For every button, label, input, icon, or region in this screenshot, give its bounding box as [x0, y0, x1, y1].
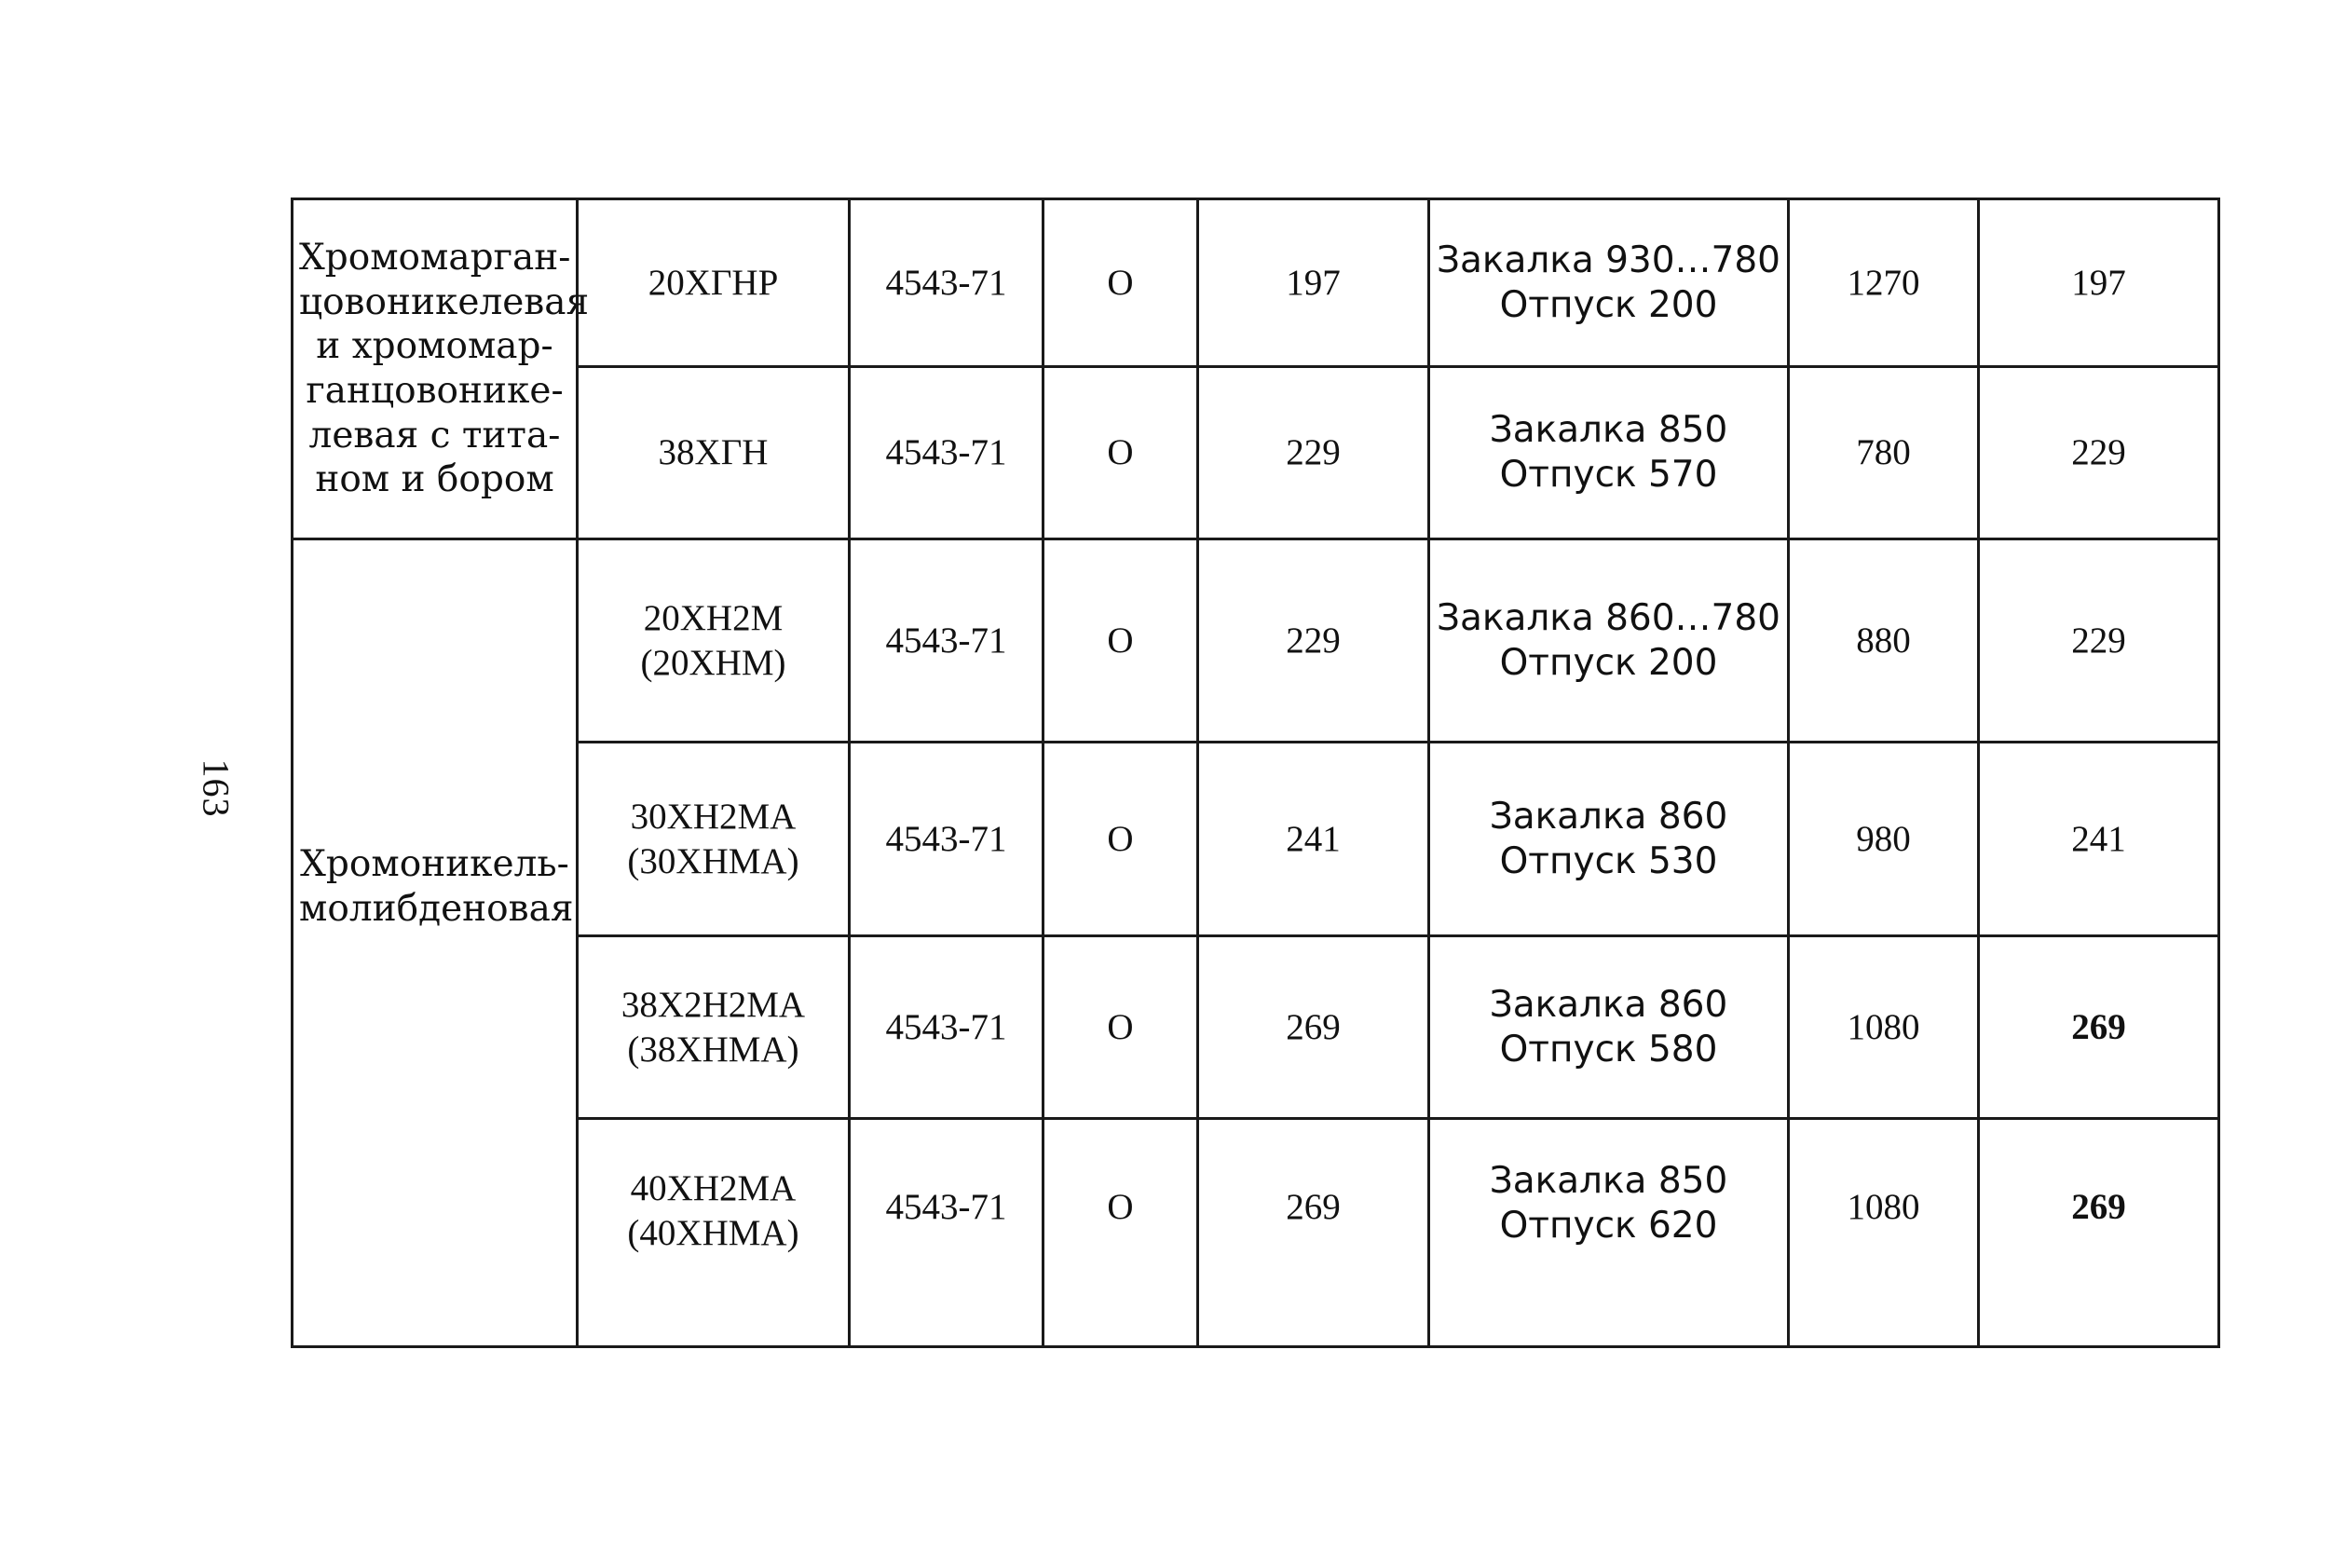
quench-text: Закалка 860…780: [1436, 596, 1780, 639]
hardness-after-value: 229: [1979, 539, 2219, 743]
quench-text: Закалка 850: [1489, 409, 1728, 452]
steel-grade: 30ХН2МА (30ХНМА): [578, 743, 850, 936]
temper-text: Отпуск 200: [1499, 283, 1718, 326]
hardness-value: 269: [1198, 1119, 1429, 1347]
temper-text: Отпуск 570: [1499, 454, 1718, 496]
hardness-value: 269: [1198, 936, 1429, 1119]
hardness-after-value: 241: [1979, 743, 2219, 936]
steel-group-name: Хромомарган- цовоникелевая и хромомар- ганцовонике- левая с тита- ном и бором: [293, 199, 578, 539]
strength-value: 880: [1789, 539, 1979, 743]
supply-state: О: [1043, 936, 1198, 1119]
hardness-value: 229: [1198, 539, 1429, 743]
gost-standard: 4543-71: [850, 199, 1043, 367]
gost-standard: 4543-71: [850, 743, 1043, 936]
steel-grade: 38ХГН: [578, 367, 850, 539]
heat-treatment: [1429, 1119, 1789, 1347]
strength-value: 1080: [1789, 1119, 1979, 1347]
table-row: [293, 936, 2219, 1119]
table-row: [293, 199, 2219, 367]
temper-text: Отпуск 620: [1499, 1204, 1718, 1247]
supply-state: О: [1043, 743, 1198, 936]
strength-value: 780: [1789, 367, 1979, 539]
steel-properties-table: [291, 198, 2220, 1348]
gost-standard: 4543-71: [850, 1119, 1043, 1347]
steel-grade: 40ХН2МА (40ХНМА): [578, 1119, 850, 1347]
quench-text: Закалка 860: [1489, 795, 1728, 838]
table-row: [293, 367, 2219, 539]
hardness-after-value: 197: [1979, 199, 2219, 367]
hardness-value: 241: [1198, 743, 1429, 936]
supply-state: О: [1043, 1119, 1198, 1347]
strength-value: 980: [1789, 743, 1979, 936]
steel-grade: 38Х2Н2МА (38ХНМА): [578, 936, 850, 1119]
table-row: [293, 743, 2219, 936]
hardness-value: 229: [1198, 367, 1429, 539]
temper-text: Отпуск 200: [1499, 641, 1718, 684]
steel-grade: 20ХН2М (20ХНМ): [578, 539, 850, 743]
heat-treatment: [1429, 936, 1789, 1119]
steel-grade: 20ХГНР: [578, 199, 850, 367]
gost-standard: 4543-71: [850, 539, 1043, 743]
supply-state: О: [1043, 367, 1198, 539]
hardness-after-value: 229: [1979, 367, 2219, 539]
heat-treatment: [1429, 367, 1789, 539]
quench-text: Закалка 860: [1489, 983, 1728, 1026]
strength-value: 1270: [1789, 199, 1979, 367]
table-row: [293, 539, 2219, 743]
heat-treatment: [1429, 539, 1789, 743]
gost-standard: 4543-71: [850, 936, 1043, 1119]
quench-text: Закалка 930…780: [1436, 239, 1780, 281]
quench-text: Закалка 850: [1489, 1160, 1728, 1202]
page-number: 163: [195, 758, 238, 818]
table-row: [293, 1119, 2219, 1347]
temper-text: Отпуск 580: [1499, 1028, 1718, 1070]
heat-treatment: [1429, 743, 1789, 936]
hardness-after-value: 269: [1979, 1119, 2219, 1347]
supply-state: О: [1043, 199, 1198, 367]
hardness-value: 197: [1198, 199, 1429, 367]
steel-group-name: Хромоникель- молибденовая: [293, 539, 578, 1347]
gost-standard: 4543-71: [850, 367, 1043, 539]
heat-treatment: [1429, 199, 1789, 367]
hardness-after-value: 269: [1979, 936, 2219, 1119]
strength-value: 1080: [1789, 936, 1979, 1119]
temper-text: Отпуск 530: [1499, 839, 1718, 882]
supply-state: О: [1043, 539, 1198, 743]
